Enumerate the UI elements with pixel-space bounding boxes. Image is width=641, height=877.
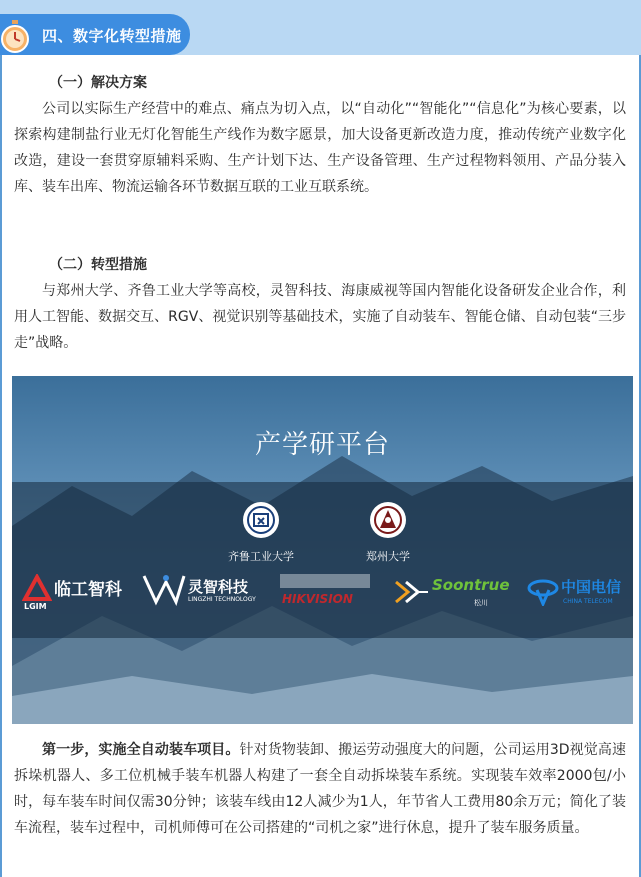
- hikvision-wordmark: HIKVISION: [282, 592, 353, 606]
- hikvision-bar-decoration: [280, 574, 370, 588]
- zhengzhou-university-name: 郑州大学: [366, 550, 410, 563]
- platform-image: [12, 376, 633, 724]
- zhengzhou-university-seal-icon: [368, 500, 408, 540]
- solution-heading: （一）解决方案: [49, 75, 147, 91]
- section-title: 四、数字化转型措施: [42, 27, 182, 45]
- qilu-university-name: 齐鲁工业大学: [228, 550, 294, 563]
- china-telecom-sub: CHINA TELECOM: [563, 598, 613, 605]
- lingzhi-wordmark: 灵智科技: [188, 578, 249, 596]
- lgim-wordmark: 临工智科: [54, 580, 122, 600]
- step-one-paragraph: [14, 737, 626, 841]
- lgim-logo: [18, 572, 134, 612]
- step-one-lead: 第一步，实施全自动装车项目。: [42, 742, 240, 758]
- lingzhi-logo: [142, 572, 262, 612]
- measures-heading: （二）转型措施: [49, 257, 147, 273]
- soontrue-logo: [394, 574, 514, 614]
- lingzhi-mark-icon: [142, 572, 186, 606]
- logo-band: [12, 482, 633, 638]
- soontrue-wordmark: Soontrue: [432, 576, 510, 594]
- lingzhi-sub: LINGZHI TECHNOLOGY: [188, 596, 256, 603]
- lgim-mark-icon: [22, 574, 52, 602]
- china-telecom-mark-icon: [527, 576, 559, 606]
- solution-paragraph: 公司以实际生产经营中的难点、痛点为切入点，以“自动化”“智能化”“信息化”为核心要素，以探索构建制盐行业无灯化智能生产线作为数字愿景，加大设备更新改造力度，推动传统产业数字化改造，建设一套贯穿原辅料采购、生产计划下达、生产设备管理、生产过程物料领用、产品分装入库、装车出库、物流运输各环节数据互联的工业互联系统。: [14, 101, 626, 195]
- soontrue-chevron-icon: [394, 578, 430, 606]
- measures-paragraph: 与郑州大学、齐鲁工业大学等高校，灵智科技、海康威视等国内智能化设备研发企业合作，利用人工智能、数据交互、RGV、视觉识别等基础技术，实施了自动装车、智能仓储、自动包装“三步走”战略。: [14, 283, 626, 351]
- step-one-body: 针对货物装卸、搬运劳动强度大的问题，公司运用3D视觉高速拆垛机器人、多工位机械手装车机器人构建了一套全自动拆垛装车系统。实现装车效率2000包/小时，每车装车时间仅需30分钟；该装车线由12人减少为1人，年节省人工费用80余万元；简化了装车流程，装车过程中，司机师傅可在公司搭建的“司机之家”进行休息，提升了装车服务质量。: [14, 742, 627, 836]
- hikvision-logo: [280, 574, 376, 614]
- china-telecom-wordmark: 中国电信: [561, 578, 622, 596]
- stopwatch-icon: [0, 20, 30, 54]
- china-telecom-logo: [527, 574, 633, 614]
- soontrue-sub: 松川: [474, 599, 488, 607]
- lgim-sub: LGIM: [24, 602, 47, 611]
- qilu-university-seal-icon: [241, 500, 281, 540]
- platform-title: 产学研平台: [254, 430, 390, 460]
